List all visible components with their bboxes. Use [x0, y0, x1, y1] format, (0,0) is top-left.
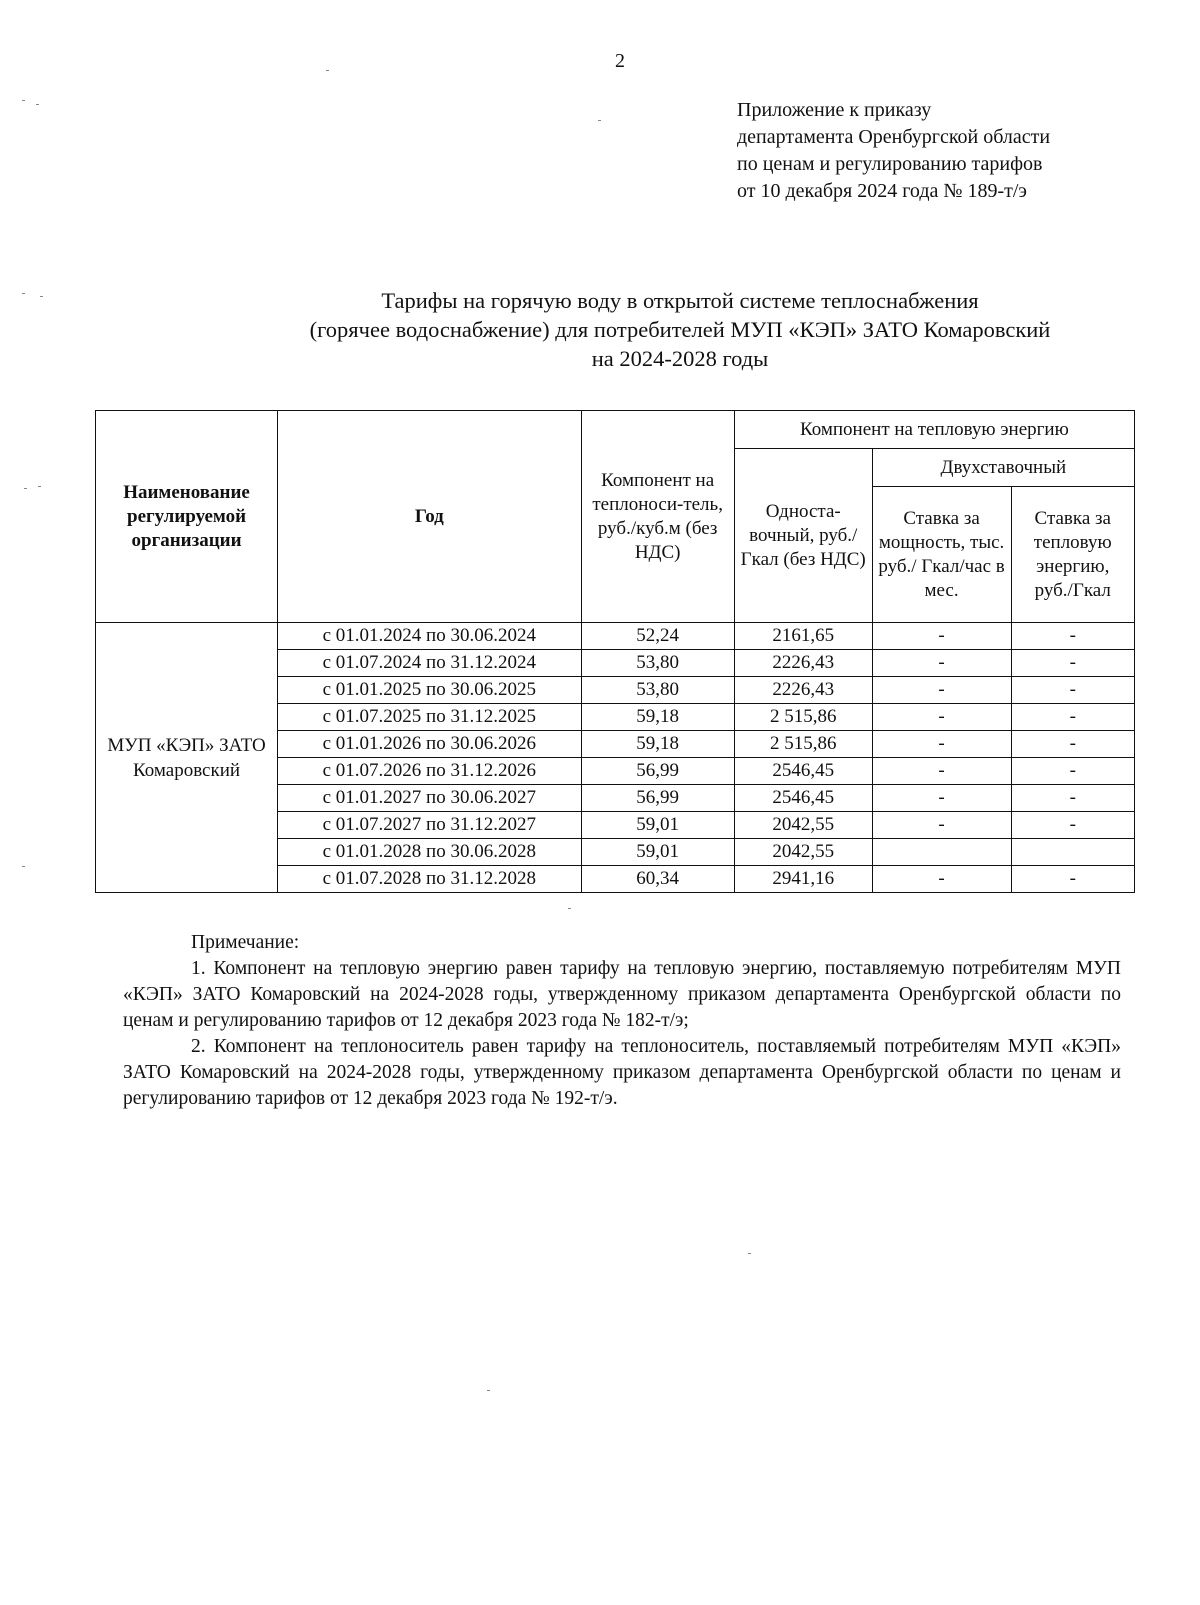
one-rate-cell: 2226,43: [734, 650, 872, 677]
header-energy-rate: Ставка за тепловую энергию, руб./Гкал: [1011, 487, 1135, 623]
period-cell: с 01.07.2025 по 31.12.2025: [278, 704, 581, 731]
scan-speck: [568, 908, 571, 909]
one-rate-cell: 2941,16: [734, 866, 872, 893]
capacity-rate-cell: -: [872, 731, 1011, 758]
appendix-line: Приложение к приказу: [737, 99, 932, 121]
one-rate-cell: 2042,55: [734, 812, 872, 839]
scan-speck: [40, 296, 43, 297]
one-rate-cell: 2 515,86: [734, 731, 872, 758]
period-cell: с 01.07.2026 по 31.12.2026: [278, 758, 581, 785]
period-cell: с 01.07.2024 по 31.12.2024: [278, 650, 581, 677]
energy-rate-cell: -: [1011, 650, 1135, 677]
title-line: Тарифы на горячую воду в открытой системе теплоснабжения: [381, 288, 979, 313]
header-organization: Наименование регулируемой организации: [96, 411, 278, 623]
title-line: на 2024-2028 годы: [591, 346, 769, 371]
one-rate-cell: 2546,45: [734, 785, 872, 812]
capacity-rate-cell: -: [872, 758, 1011, 785]
capacity-rate-cell: -: [872, 866, 1011, 893]
capacity-rate-cell: -: [872, 785, 1011, 812]
energy-rate-cell: [1011, 839, 1135, 866]
header-energy-component: Компонент на тепловую энергию: [734, 411, 1134, 449]
period-cell: с 01.01.2024 по 30.06.2024: [278, 623, 581, 650]
energy-rate-cell: -: [1011, 866, 1135, 893]
capacity-rate-cell: -: [872, 650, 1011, 677]
appendix-caption: [737, 97, 1050, 205]
page-number: 2: [615, 50, 625, 72]
period-cell: с 01.01.2028 по 30.06.2028: [278, 839, 581, 866]
one-rate-cell: 2 515,86: [734, 704, 872, 731]
coolant-cell: 53,80: [581, 677, 734, 704]
organization-name: МУП «КЭП» ЗАТО Комаровский: [96, 623, 278, 893]
one-rate-cell: 2042,55: [734, 839, 872, 866]
capacity-rate-cell: [872, 839, 1011, 866]
energy-rate-cell: -: [1011, 785, 1135, 812]
capacity-rate-cell: -: [872, 677, 1011, 704]
appendix-line: от 10 декабря 2024 года № 189-т/э: [737, 180, 1027, 202]
note-item: 2. Компонент на теплоноситель равен тарифу на теплоноситель, поставляемый потребителям МУП «КЭП» ЗАТО Комаровский на 2024-2028 годы, утвержденному приказом департамента Оренбургской области по ценам и регулированию тарифов от 12 декабря 2023 года № 192-т/э.: [123, 1036, 1121, 1109]
scan-speck: [36, 104, 39, 105]
coolant-cell: 56,99: [581, 785, 734, 812]
coolant-cell: 59,01: [581, 839, 734, 866]
scan-speck: [22, 866, 25, 867]
coolant-cell: 59,01: [581, 812, 734, 839]
period-cell: с 01.07.2027 по 31.12.2027: [278, 812, 581, 839]
document-title: [90, 286, 1200, 373]
appendix-line: по ценам и регулированию тарифов: [737, 153, 1043, 175]
header-year: Год: [278, 411, 581, 623]
capacity-rate-cell: -: [872, 704, 1011, 731]
capacity-rate-cell: -: [872, 812, 1011, 839]
energy-rate-cell: -: [1011, 677, 1135, 704]
energy-rate-cell: -: [1011, 704, 1135, 731]
tariff-table-body: [96, 623, 1135, 893]
coolant-cell: 59,18: [581, 704, 734, 731]
notes-heading: Примечание:: [191, 932, 300, 953]
capacity-rate-cell: -: [872, 623, 1011, 650]
scan-speck: [22, 293, 25, 294]
scan-speck: [38, 486, 41, 487]
coolant-cell: 56,99: [581, 758, 734, 785]
one-rate-cell: 2226,43: [734, 677, 872, 704]
coolant-cell: 53,80: [581, 650, 734, 677]
scan-speck: [22, 100, 25, 101]
header-coolant-component: Компонент на теплоноси-тель, руб./куб.м (без НДС): [581, 411, 734, 623]
scan-speck: [487, 1390, 490, 1391]
scan-speck: [598, 120, 601, 121]
scan-speck: [748, 1253, 751, 1254]
note-item: 1. Компонент на тепловую энергию равен тарифу на тепловую энергию, поставляемую потребителям МУП «КЭП» ЗАТО Комаровский на 2024-2028 годы, утвержденному приказом департамента Оренбургской области по ценам и регулированию тарифов от 12 декабря 2023 года № 182-т/э;: [123, 958, 1121, 1031]
period-cell: с 01.01.2025 по 30.06.2025: [278, 677, 581, 704]
notes-section: [123, 930, 1121, 1112]
header-capacity-rate: Ставка за мощность, тыс. руб./ Гкал/час в мес.: [872, 487, 1011, 623]
appendix-line: департамента Оренбургской области: [737, 126, 1051, 148]
period-cell: с 01.07.2028 по 31.12.2028: [278, 866, 581, 893]
header-two-rate: Двухставочный: [872, 449, 1134, 487]
energy-rate-cell: -: [1011, 623, 1135, 650]
energy-rate-cell: -: [1011, 731, 1135, 758]
table-row: [96, 623, 1135, 650]
one-rate-cell: 2546,45: [734, 758, 872, 785]
coolant-cell: 59,18: [581, 731, 734, 758]
scan-speck: [24, 488, 27, 489]
one-rate-cell: 2161,65: [734, 623, 872, 650]
title-line: (горячее водоснабжение) для потребителей МУП «КЭП» ЗАТО Комаровский: [309, 317, 1051, 342]
header-one-rate: Односта-вочный, руб./Гкал (без НДС): [734, 449, 872, 623]
energy-rate-cell: -: [1011, 758, 1135, 785]
scan-speck: [326, 70, 329, 71]
coolant-cell: 60,34: [581, 866, 734, 893]
energy-rate-cell: -: [1011, 812, 1135, 839]
period-cell: с 01.01.2027 по 30.06.2027: [278, 785, 581, 812]
coolant-cell: 52,24: [581, 623, 734, 650]
tariff-table: [95, 410, 1135, 893]
period-cell: с 01.01.2026 по 30.06.2026: [278, 731, 581, 758]
